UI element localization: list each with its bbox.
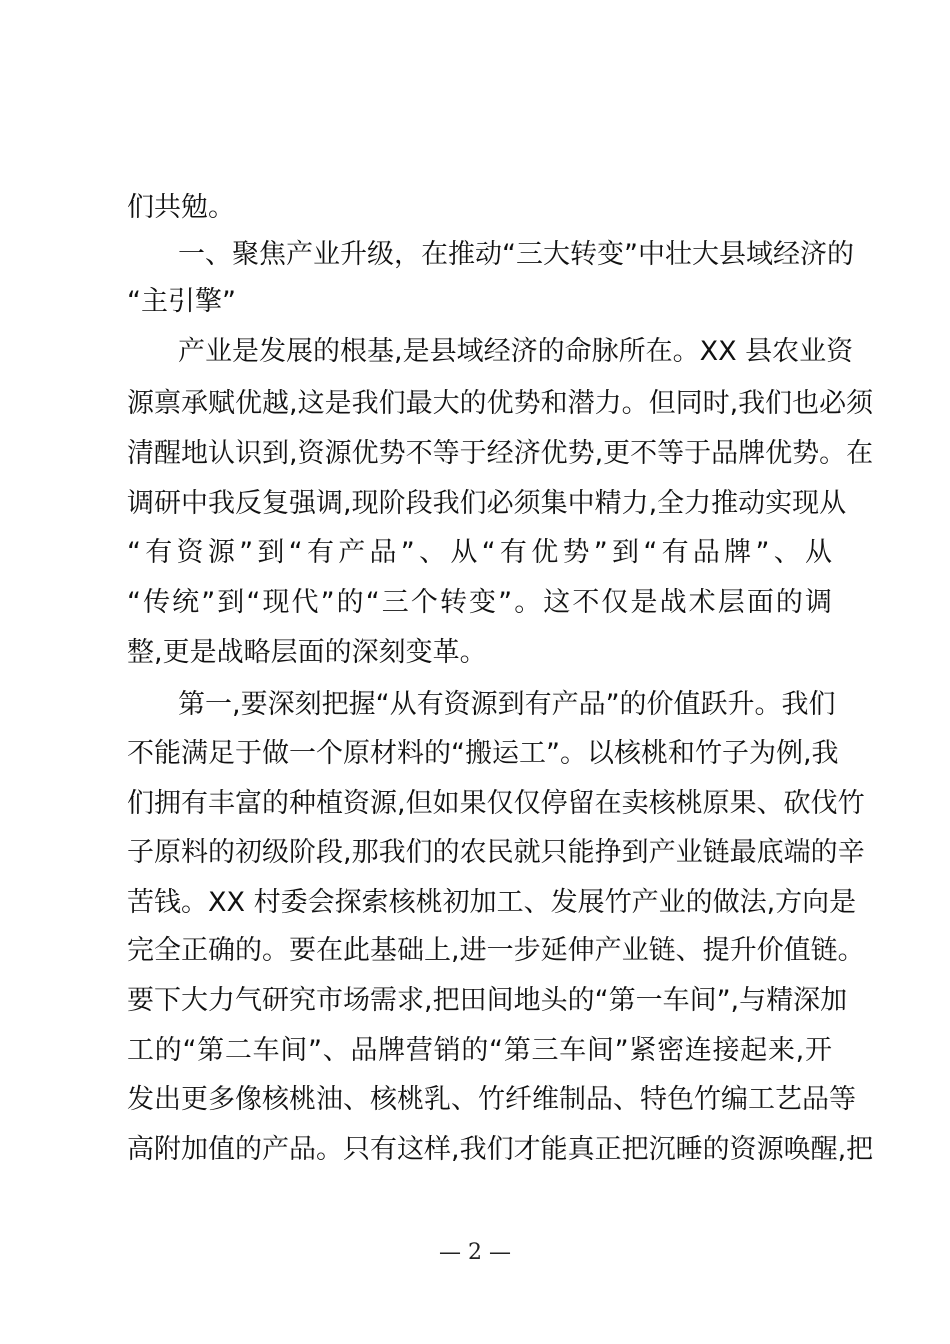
paragraph-line: 子原料的初级阶段,那我们的农民就只能挣到产业链最底端的辛: [127, 837, 865, 868]
paragraph-line: 产业是发展的根基,是县域经济的命脉所在。XX 县农业资: [178, 336, 854, 367]
paragraph-line: 高附加值的产品。只有这样,我们才能真正把沉睡的资源唤醒,把: [127, 1134, 874, 1165]
paragraph-line: 们共勉。: [127, 192, 235, 223]
page-number: — 2 —: [439, 1240, 511, 1265]
paragraph-line: 整,更是战略层面的深刻变革。: [127, 637, 487, 668]
paragraph-line: 清醒地认识到,资源优势不等于经济优势,更不等于品牌优势。在: [127, 438, 874, 469]
paragraph-line: 完全正确的。要在此基础上,进一步延伸产业链、提升价值链。: [127, 935, 865, 966]
paragraph-line: 苦钱。XX 村委会探索核桃初加工、发展竹产业的做法,方向是: [127, 887, 857, 918]
paragraph-line: 调研中我反复强调,现阶段我们必须集中精力,全力推动实现从: [127, 488, 847, 519]
paragraph-line: 发出更多像核桃油、核桃乳、竹纤维制品、特色竹编工艺品等: [127, 1084, 856, 1115]
section-heading: “主引擎”: [127, 286, 236, 317]
paragraph-line: 要下大力气研究市场需求,把田间地头的“第一车间”,与精深加: [127, 985, 848, 1016]
paragraph-line: “有资源”到“有产品”、从“有优势”到“有品牌”、从: [127, 537, 832, 568]
section-heading: 一、聚焦产业升级，在推动“三大转变”中壮大县域经济的: [178, 239, 854, 270]
paragraph-line: 工的“第二车间”、品牌营销的“第三车间”紧密连接起来,开: [127, 1035, 832, 1066]
paragraph-line: 第一,要深刻把握“从有资源到有产品”的价值跃升。我们: [178, 689, 836, 720]
paragraph-line: 们拥有丰富的种植资源,但如果仅仅停留在卖核桃原果、砍伐竹: [127, 788, 865, 819]
paragraph-line: “传统”到“现代”的“三个转变”。这不仅是战术层面的调: [127, 587, 832, 618]
paragraph-line: 源禀承赋优越,这是我们最大的优势和潜力。但同时,我们也必须: [127, 388, 874, 419]
paragraph-line: 不能满足于做一个原材料的“搬运工”。以核桃和竹子为例,我: [127, 738, 839, 769]
